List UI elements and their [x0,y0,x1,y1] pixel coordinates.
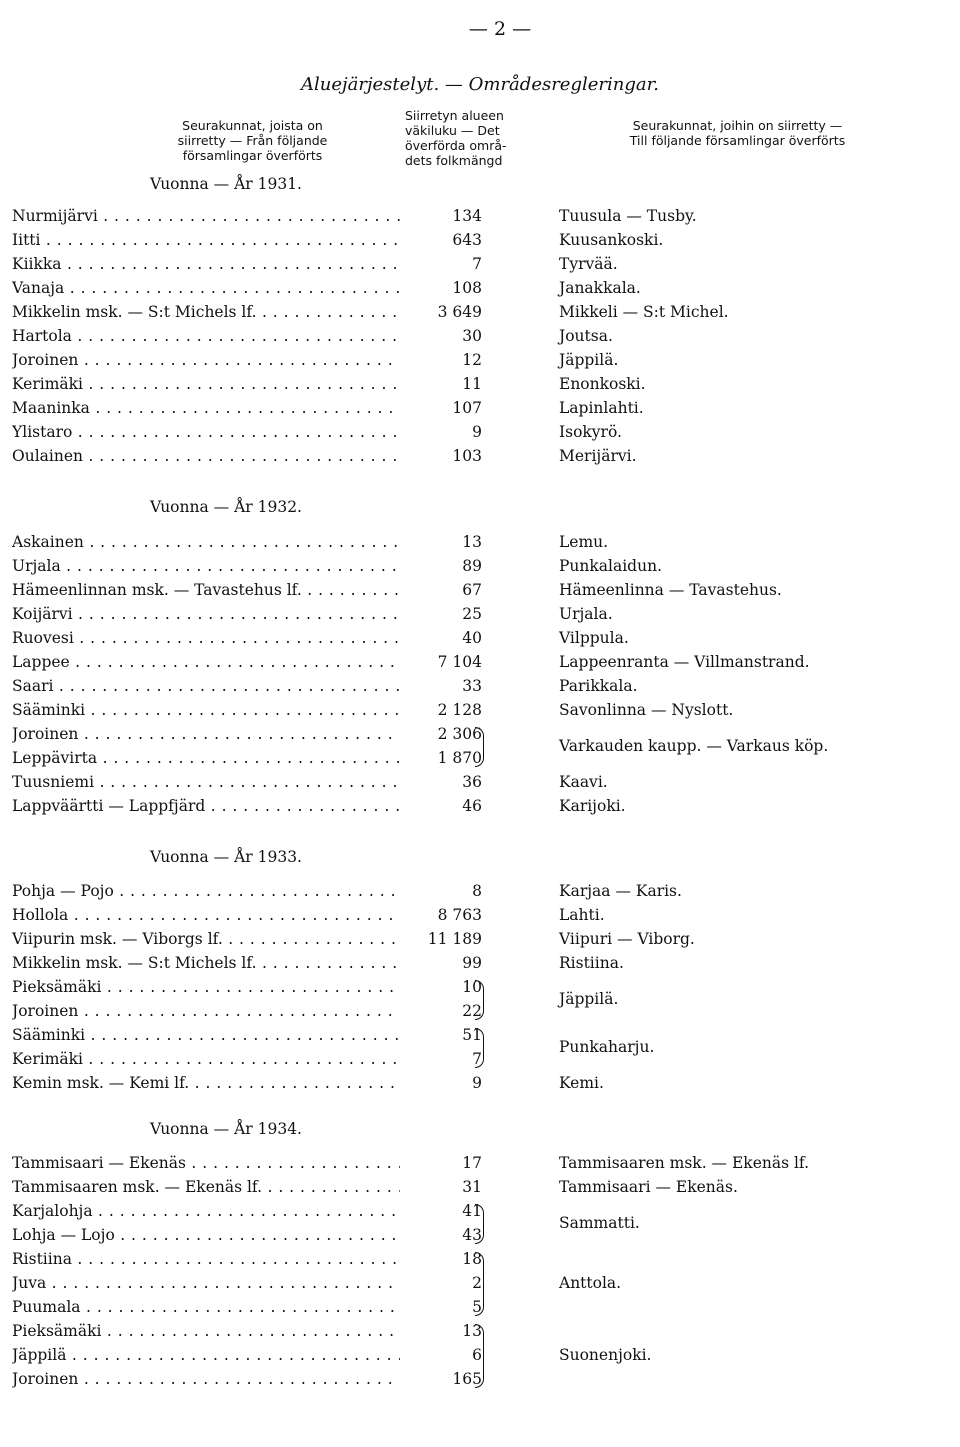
population: 18 [462,1250,482,1268]
population: 13 [462,533,482,551]
population: 33 [462,677,482,695]
grouped-target-row [12,987,950,1011]
table-row [12,228,950,252]
header-line: Seurakunnat, joihin on siirretty — [632,118,843,133]
population: 22 [462,1002,482,1020]
target-parish: Lappeenranta — Villmanstrand. [559,653,810,671]
table-row [12,300,950,324]
source-parish: Saari . . . [12,674,400,698]
source-parish: Joroinen . . . [12,348,400,372]
target-parish: Kaavi. [559,773,608,791]
source-parish: Hollola . . . [12,903,400,927]
population: 2 128 [437,701,482,719]
population: 9 [472,1074,482,1092]
header-line: Seurakunnat, joista on [182,118,323,133]
table-row [12,674,950,698]
source-parish: Kemin msk. — Kemi lf. . . . [12,1071,400,1095]
population: 134 [452,207,482,225]
header-line: Siirretyn alueen [405,108,504,123]
population: 30 [462,327,482,345]
target-parish: Vilppula. [559,629,629,647]
table-row [12,1151,950,1175]
population: 17 [462,1154,482,1172]
population: 8 763 [437,906,482,924]
grouped-target-row [12,734,950,758]
source-parish: Ruovesi . . . [12,626,400,650]
population: 7 [472,255,482,273]
population: 41 [462,1202,482,1220]
header-line: församlingar överförts [182,148,323,163]
source-parish: Nurmijärvi . . . [12,204,400,228]
table-row [12,951,950,975]
population: 40 [462,629,482,647]
target-parish: Savonlinna — Nyslott. [559,701,734,719]
table-row [12,927,950,951]
table-row [12,530,950,554]
table-row [12,444,950,468]
target-parish: Lemu. [559,533,609,551]
header-line: överförda områ- [405,138,507,153]
table-row [12,879,950,903]
source-parish: Karjalohja . . . [12,1199,400,1223]
source-parish: Mikkelin msk. — S:t Michels lf. . . . [12,951,400,975]
source-parish: Kiikka . . . [12,252,400,276]
source-parish: Pieksämäki . . . [12,1319,400,1343]
source-parish: Pieksämäki . . . [12,975,400,999]
table-row [12,204,950,228]
target-parish: Ristiina. [559,954,624,972]
population: 31 [462,1178,482,1196]
target-parish: Anttola. [559,1274,622,1292]
grouped-target-row [12,1271,950,1295]
table-row [12,348,950,372]
population: 99 [462,954,482,972]
source-parish: Ylistaro . . . [12,420,400,444]
population: 11 [462,375,482,393]
header-source-parishes [130,118,375,163]
population: 107 [452,399,482,417]
target-parish: Enonkoski. [559,375,646,393]
header-population [405,108,545,168]
source-parish: Lappee . . . [12,650,400,674]
source-parish: Koijärvi . . . [12,602,400,626]
population: 1 870 [437,749,482,767]
source-parish: Jäppilä . . . [12,1343,400,1367]
grouped-target-row [12,1343,950,1367]
table-row [12,372,950,396]
population: 3 649 [437,303,482,321]
target-parish: Jäppilä. [559,990,619,1008]
target-parish: Kuusankoski. [559,231,664,249]
target-parish: Tyrvää. [559,255,618,273]
table-row [12,252,950,276]
target-parish: Karijoki. [559,797,626,815]
table-row [12,1175,950,1199]
source-parish: Joroinen . . . [12,722,400,746]
target-parish: Janakkala. [559,279,641,297]
source-parish: Joroinen . . . [12,1367,400,1391]
source-parish: Askainen . . . [12,530,400,554]
source-parish: Tammisaari — Ekenäs . . . [12,1151,400,1175]
source-parish: Tuusniemi . . . [12,770,400,794]
population: 643 [452,231,482,249]
source-parish: Sääminki . . . [12,1023,400,1047]
target-parish: Merijärvi. [559,447,637,465]
source-parish: Sääminki . . . [12,698,400,722]
population: 2 [472,1274,482,1292]
target-parish: Varkauden kaupp. — Varkaus köp. [559,737,829,755]
population: 13 [462,1322,482,1340]
table-row [12,602,950,626]
target-parish: Suonenjoki. [559,1346,652,1364]
year-heading-1932: Vuonna — År 1932. [150,498,302,516]
target-parish: Karjaa — Karis. [559,882,682,900]
source-parish: Tammisaaren msk. — Ekenäs lf. . . . [12,1175,400,1199]
source-parish: Juva . . . [12,1271,400,1295]
target-parish: Punkalaidun. [559,557,662,575]
source-parish: Pohja — Pojo . . . [12,879,400,903]
table-row [12,770,950,794]
source-parish: Iitti . . . [12,228,400,252]
target-parish: Tammisaaren msk. — Ekenäs lf. [559,1154,810,1172]
population: 51 [462,1026,482,1044]
table-row [12,554,950,578]
population: 108 [452,279,482,297]
table-row [12,650,950,674]
source-parish: Oulainen . . . [12,444,400,468]
source-parish: Kerimäki . . . [12,372,400,396]
header-line: Till följande församlingar överförts [629,133,846,148]
header-line: siirretty — Från följande [177,133,328,148]
source-parish: Puumala . . . [12,1295,400,1319]
grouped-target-row [12,1035,950,1059]
population: 46 [462,797,482,815]
population: 7 104 [437,653,482,671]
target-parish: Tuusula — Tusby. [559,207,697,225]
population: 2 306 [437,725,482,743]
target-parish: Punkaharju. [559,1038,655,1056]
population: 43 [462,1226,482,1244]
source-parish: Hartola . . . [12,324,400,348]
grouped-target-row [12,1211,950,1235]
table-row [12,698,950,722]
population: 5 [472,1298,482,1316]
source-parish: Ristiina . . . [12,1247,400,1271]
table-row [12,396,950,420]
population: 103 [452,447,482,465]
target-parish: Lapinlahti. [559,399,644,417]
population: 6 [472,1346,482,1364]
target-parish: Sammatti. [559,1214,640,1232]
target-parish: Parikkala. [559,677,638,695]
target-parish: Urjala. [559,605,613,623]
year-heading-1933: Vuonna — År 1933. [150,848,302,866]
target-parish: Lahti. [559,906,605,924]
header-line: väkiluku — Det [405,123,500,138]
target-parish: Kemi. [559,1074,604,1092]
target-parish: Jäppilä. [559,351,619,369]
source-parish: Kerimäki . . . [12,1047,400,1071]
target-parish: Viipuri — Viborg. [559,930,695,948]
table-row [12,578,950,602]
population: 165 [452,1370,482,1388]
source-parish: Maaninka . . . [12,396,400,420]
population: 25 [462,605,482,623]
year-heading-1934: Vuonna — År 1934. [150,1120,302,1138]
year-heading-1931: Vuonna — År 1931. [150,175,302,193]
header-line: dets folkmängd [405,153,503,168]
population: 67 [462,581,482,599]
source-parish: Lappväärtti — Lappfjärd . . . [12,794,400,818]
page-title: Aluejärjestelyt. — Områdesregleringar. [301,74,659,95]
table-row [12,276,950,300]
source-parish: Joroinen . . . [12,999,400,1023]
population: 9 [472,423,482,441]
table-row [12,626,950,650]
target-parish: Tammisaari — Ekenäs. [559,1178,738,1196]
population: 7 [472,1050,482,1068]
source-parish: Lohja — Lojo . . . [12,1223,400,1247]
header-target-parishes [600,118,875,148]
target-parish: Mikkeli — S:t Michel. [559,303,729,321]
population: 11 189 [427,930,482,948]
table-row [12,903,950,927]
population: 10 [462,978,482,996]
source-parish: Hämeenlinnan msk. — Tavastehus lf. . . . [12,578,400,602]
source-parish: Mikkelin msk. — S:t Michels lf. . . . [12,300,400,324]
population: 89 [462,557,482,575]
target-parish: Isokyrö. [559,423,622,441]
source-parish: Vanaja . . . [12,276,400,300]
population: 12 [462,351,482,369]
source-parish: Leppävirta . . . [12,746,400,770]
table-row [12,324,950,348]
table-row [12,794,950,818]
population: 8 [472,882,482,900]
target-parish: Joutsa. [559,327,613,345]
population: 36 [462,773,482,791]
source-parish: Viipurin msk. — Viborgs lf. . . . [12,927,400,951]
page-number: — 2 — [468,18,532,40]
target-parish: Hämeenlinna — Tavastehus. [559,581,782,599]
table-row [12,1071,950,1095]
source-parish: Urjala . . . [12,554,400,578]
table-row [12,420,950,444]
